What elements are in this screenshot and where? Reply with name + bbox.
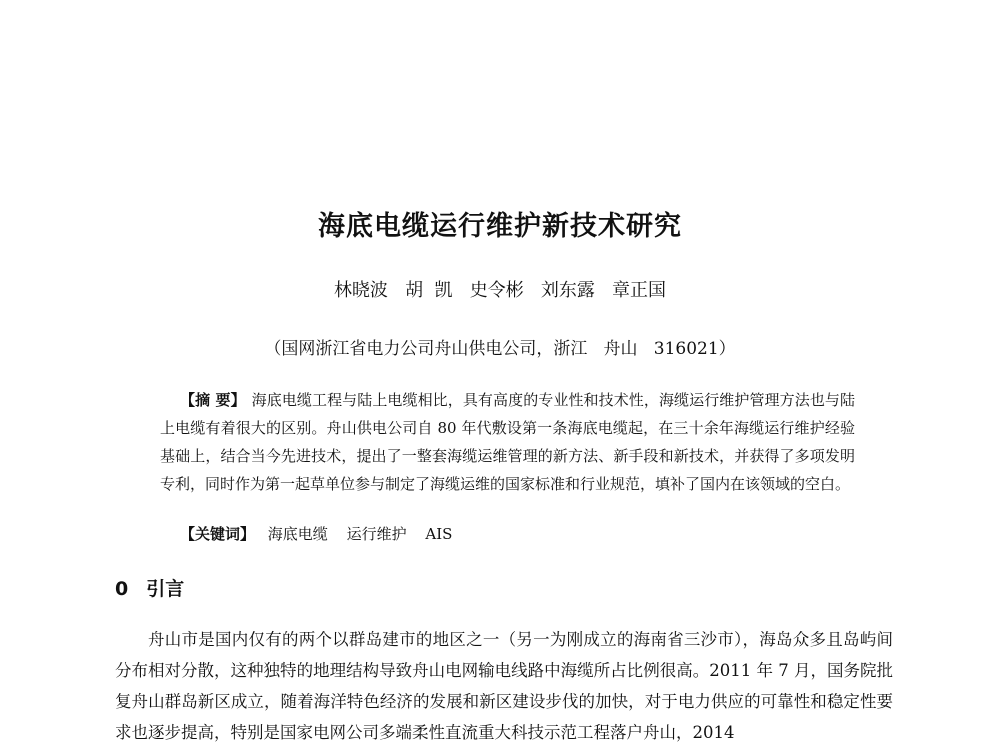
abstract-block: [160, 386, 855, 498]
section-number: 0: [115, 578, 129, 600]
keyword-item: AIS: [425, 525, 453, 543]
author-affiliation: （国网浙江省电力公司舟山供电公司，浙江 舟山 316021）: [264, 339, 736, 359]
keywords-label: 【关键词】: [180, 525, 256, 543]
section-heading: [115, 574, 184, 601]
keyword-item: 运行维护: [346, 525, 407, 543]
keyword-item: 海底电缆: [267, 525, 328, 543]
abstract-label: 【摘 要】: [180, 391, 246, 409]
author-list: 林晓波 胡 凯 史令彬 刘东露 章正国: [333, 280, 667, 301]
paper-title: 海底电缆运行维护新技术研究: [318, 211, 682, 242]
keywords-block: [180, 522, 466, 546]
abstract-text: 海底电缆工程与陆上电缆相比，具有高度的专业性和技术性，海缆运行维护管理方法也与陆上电缆有着很大的区别。舟山供电公司自 80 年代敷设第一条海底电缆起，在三十余年海缆运行维护经验基础上，结合当今先进技术，提出了一整套海缆运维管理的新方法、新手段和新技术，并获得了多项发明专利，同时作为第一起草单位参与制定了海缆运维的国家标准和行业规范，填补了国内在该领域的空白。: [160, 391, 855, 493]
section-title: 引言: [146, 578, 185, 600]
body-paragraph: 舟山市是国内仅有的两个以群岛建市的地区之一（另一为刚成立的海南省三沙市），海岛众多且岛屿间分布相对分散，这种独特的地理结构导致舟山电网输电线路中海缆所占比例很高。2011 年 7 月，国务院批复舟山群岛新区成立，随着海洋特色经济的发展和新区建设步伐的加快，对于电力供应的可靠性和稳定性要求也逐步提高，特别是国家电网公司多端柔性直流重大科技示范工程落户舟山，2014: [115, 630, 893, 742]
